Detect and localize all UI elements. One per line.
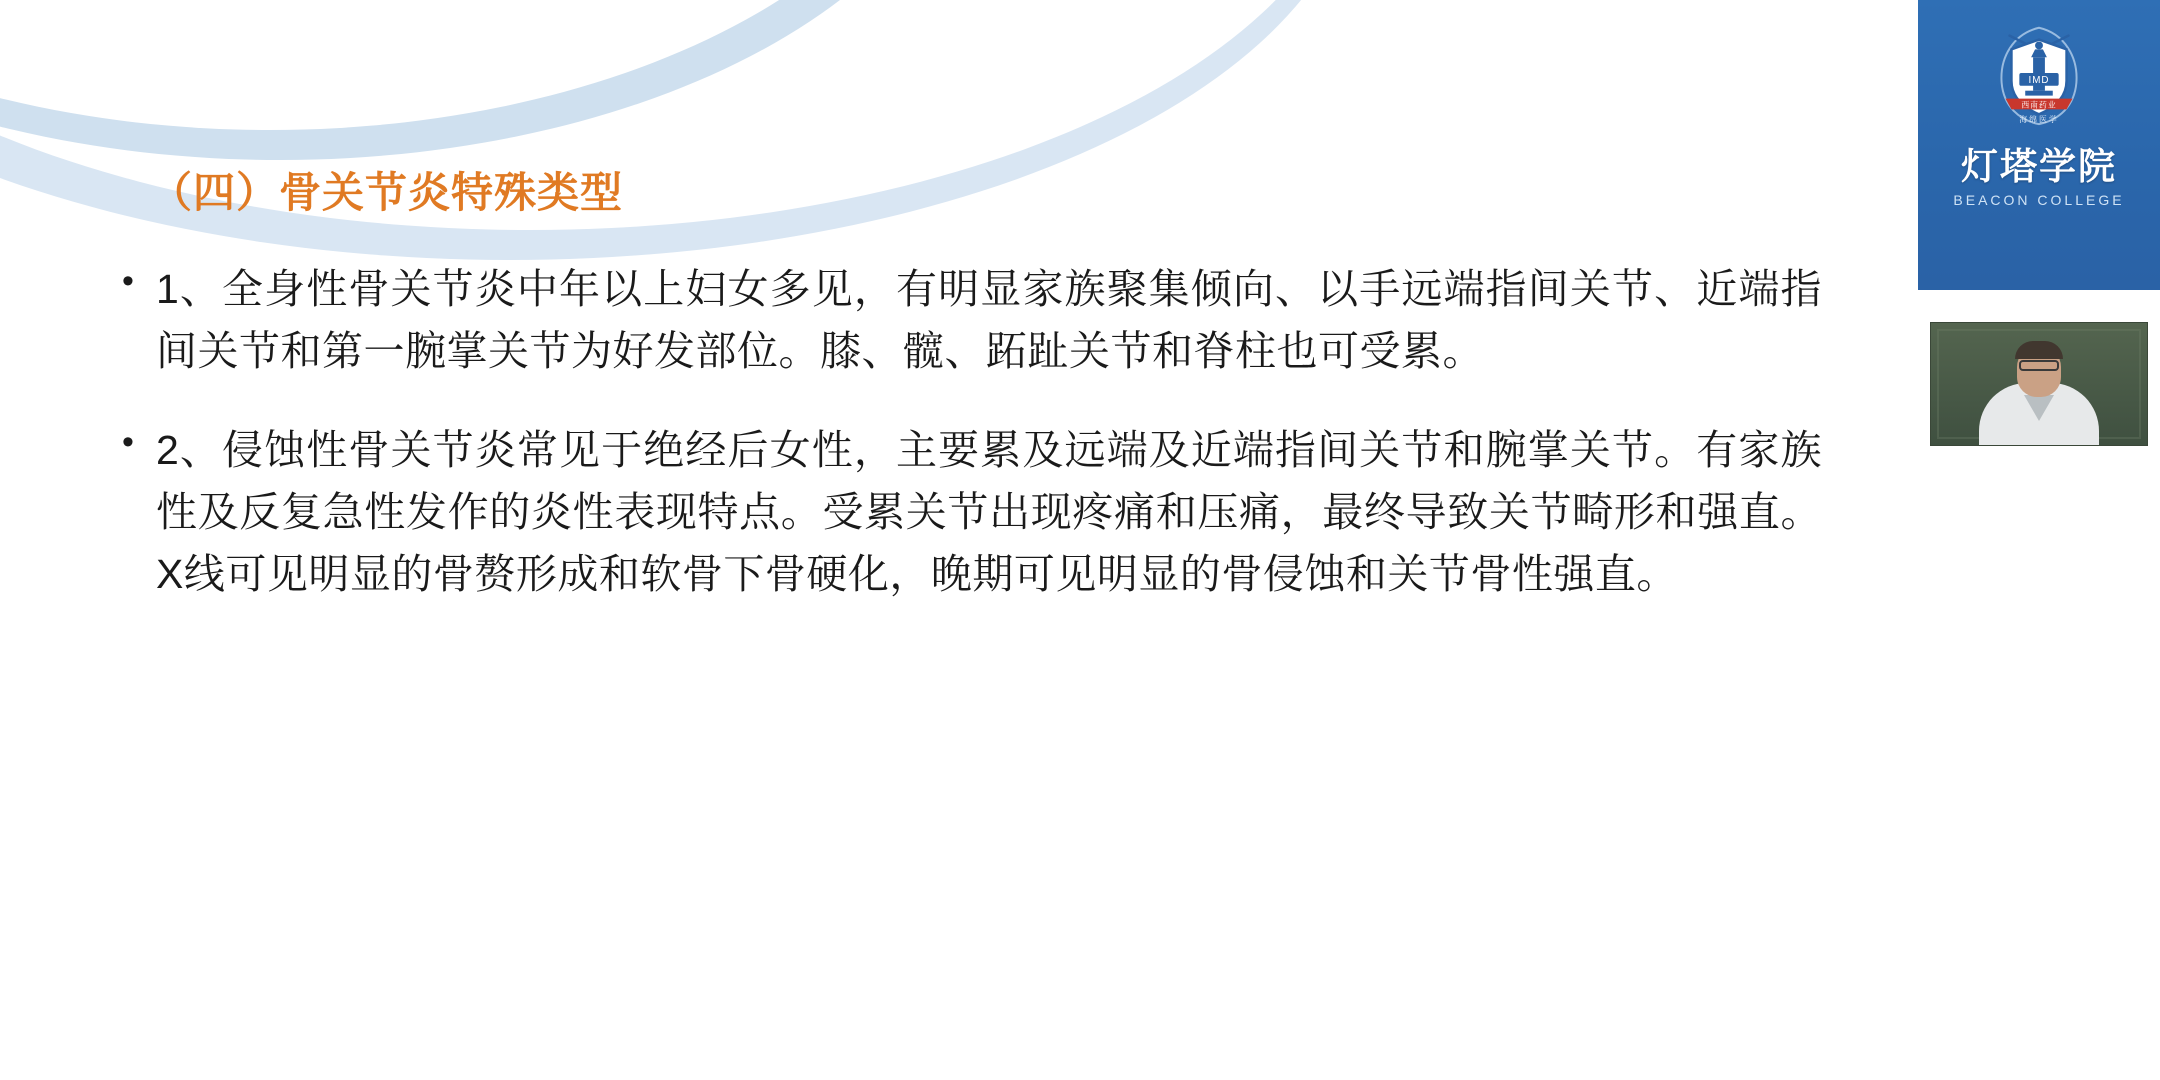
brand-name-en: BEACON COLLEGE [1953, 192, 2125, 208]
presenter-hair [2015, 341, 2063, 359]
slide-heading: （四）骨关节炎特殊类型 [150, 169, 624, 216]
right-rail [1918, 0, 2160, 1080]
glasses-icon [2019, 360, 2059, 371]
brand-panel [1918, 0, 2160, 290]
brand-name-cn: 灯塔学院 [1961, 146, 2117, 187]
list-item: • 1、全身性骨关节炎中年以上妇女多见，有明显家族聚集倾向、以手远端指间关节、近端指间关节和第一腕掌关节为好发部位。膝、髋、跖趾关节和脊柱也可受累。 [122, 258, 1822, 383]
brand-logo-group [1918, 14, 2160, 208]
college-crest-icon [1980, 14, 2098, 132]
svg-text:海绵医学: 海绵医学 [2019, 115, 2059, 125]
list-item: • 2、侵蚀性骨关节炎常见于绝经后女性，主要累及远端及近端指间关节和腕掌关节。有家族性及反复急性发作的炎性表现特点。受累关节出现疼痛和压痛，最终导致关节畸形和强直。X线可见明显的骨赘形成和软骨下骨硬化，晚期可见明显的骨侵蚀和关节骨性强直。 [122, 419, 1822, 606]
presenter-video-tile[interactable] [1930, 322, 2148, 446]
bullet-list [122, 258, 1822, 642]
svg-text:西南药业: 西南药业 [2021, 100, 2057, 110]
svg-text:IMD: IMD [2028, 74, 2050, 86]
